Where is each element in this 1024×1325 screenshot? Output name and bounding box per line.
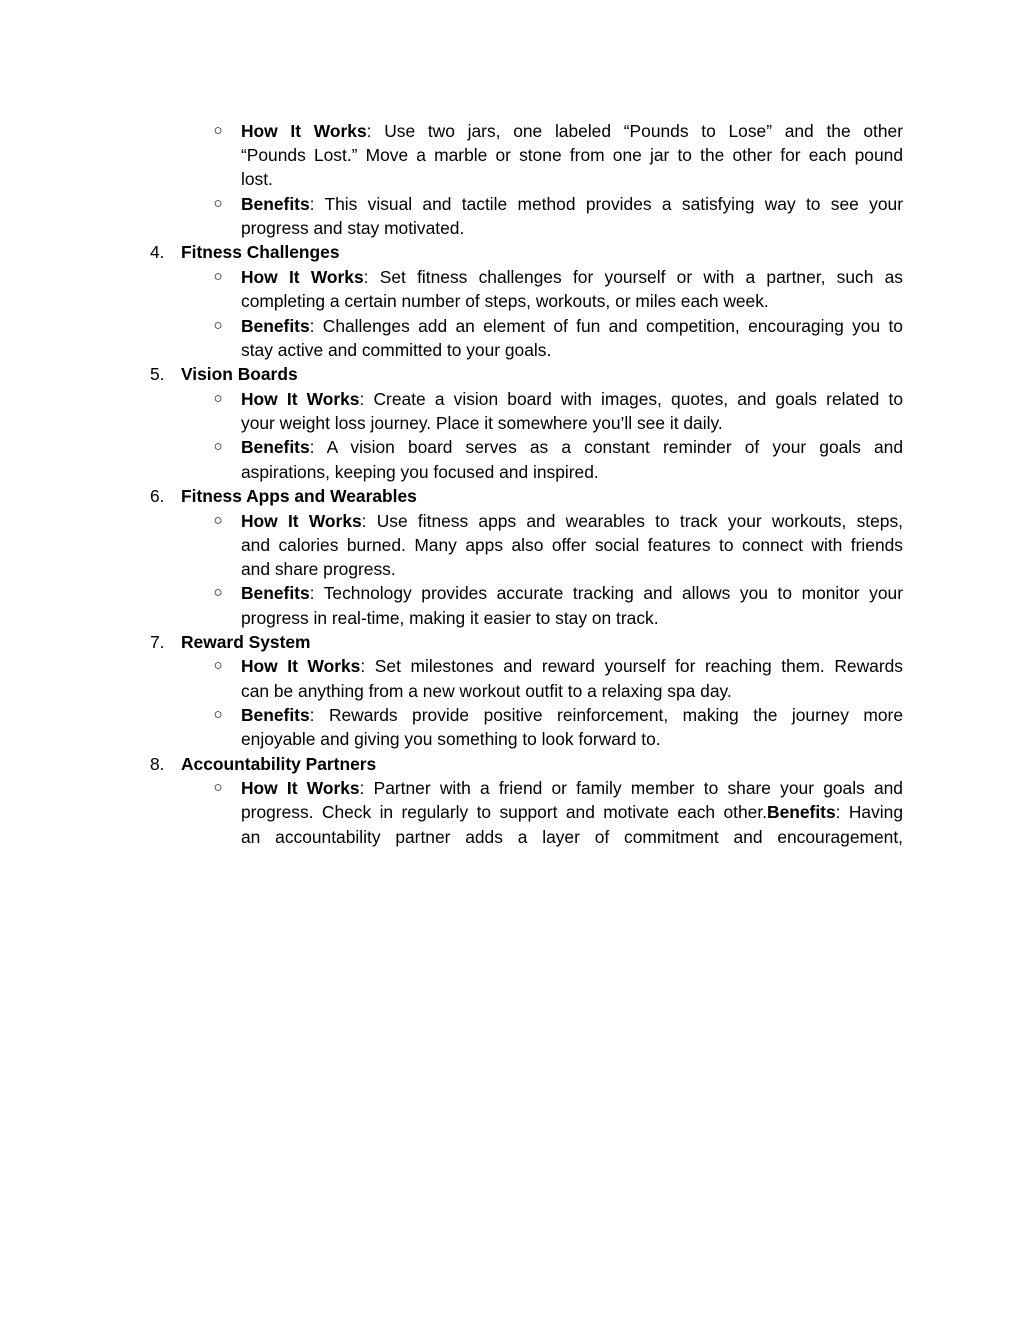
benefits-label: Benefits: [241, 583, 310, 603]
bullet-marker: ○: [213, 390, 223, 407]
list-item-line: progress in real-time, making it easier to stay on track.: [241, 608, 659, 628]
benefits-label: Benefits: [241, 194, 310, 214]
benefits-label: Benefits: [241, 437, 310, 457]
section-number: 7.: [150, 632, 165, 652]
bullet-marker: ○: [213, 122, 223, 139]
section-number: 8.: [150, 754, 165, 774]
section-heading: Vision Boards: [181, 364, 298, 384]
section-heading: Fitness Apps and Wearables: [181, 486, 417, 506]
list-item-line: Benefits: This visual and tactile method provides a satisfying way to see your: [241, 194, 903, 214]
list-item-line: How It Works: Set fitness challenges for yourself or with a partner, such as: [241, 267, 903, 287]
section-number: 5.: [150, 364, 165, 384]
how-it-works-label: How It Works: [241, 778, 360, 798]
list-item-line: your weight loss journey. Place it somewhere you’ll see it daily.: [241, 413, 723, 433]
benefits-label: Benefits: [241, 705, 310, 725]
bullet-marker: ○: [213, 268, 223, 285]
list-item-line: and calories burned. Many apps also offer social features to connect with friends: [241, 535, 903, 555]
list-item-line: an accountability partner adds a layer of commitment and encouragement,: [241, 827, 903, 847]
list-item-line: Benefits: Technology provides accurate tracking and allows you to monitor your: [241, 583, 903, 603]
list-item-line: lost.: [241, 169, 273, 189]
list-item-line: How It Works: Use fitness apps and wearables to track your workouts, steps,: [241, 511, 903, 531]
section-number: 4.: [150, 242, 165, 262]
list-item-line: How It Works: Set milestones and reward yourself for reaching them. Rewards: [241, 656, 903, 676]
benefits-label: Benefits: [241, 316, 310, 336]
bullet-marker: ○: [213, 706, 223, 723]
how-it-works-label: How It Works: [241, 656, 361, 676]
section-number: 6.: [150, 486, 165, 506]
bullet-marker: ○: [213, 317, 223, 334]
list-item-line: can be anything from a new workout outfit to a relaxing spa day.: [241, 681, 732, 701]
how-it-works-label: How It Works: [241, 389, 360, 409]
how-it-works-label: How It Works: [241, 511, 362, 531]
bullet-marker: ○: [213, 779, 223, 796]
bullet-marker: ○: [213, 584, 223, 601]
list-item-line: progress and stay motivated.: [241, 218, 465, 238]
list-item-line: Benefits: Challenges add an element of fun and competition, encouraging you to: [241, 316, 903, 336]
list-item-line: enjoyable and giving you something to look forward to.: [241, 729, 661, 749]
list-item-line: How It Works: Use two jars, one labeled “Pounds to Lose” and the other: [241, 121, 903, 141]
bullet-marker: ○: [213, 657, 223, 674]
list-item-line: How It Works: Partner with a friend or family member to share your goals and: [241, 778, 903, 798]
list-item-line: stay active and committed to your goals.: [241, 340, 552, 360]
how-it-works-label: How It Works: [241, 267, 364, 287]
bullet-marker: ○: [213, 438, 223, 455]
list-item-line: progress. Check in regularly to support and motivate each other.Benefits: Having: [241, 802, 904, 822]
list-item-line: Benefits: Rewards provide positive reinforcement, making the journey more: [241, 705, 903, 725]
list-item-line: Benefits: A vision board serves as a constant reminder of your goals and: [241, 437, 903, 457]
list-item-line: “Pounds Lost.” Move a marble or stone from one jar to the other for each pound: [241, 145, 903, 165]
section-heading: Reward System: [181, 632, 311, 652]
section-heading: Fitness Challenges: [181, 242, 340, 262]
bullet-marker: ○: [213, 195, 223, 212]
bullet-marker: ○: [213, 512, 223, 529]
list-item-line: and share progress.: [241, 559, 396, 579]
benefits-label: Benefits: [767, 802, 836, 822]
how-it-works-label: How It Works: [241, 121, 367, 141]
section-heading: Accountability Partners: [181, 754, 377, 774]
list-item-line: completing a certain number of steps, workouts, or miles each week.: [241, 291, 769, 311]
list-item-line: aspirations, keeping you focused and inspired.: [241, 462, 599, 482]
list-item-line: How It Works: Create a vision board with images, quotes, and goals related to: [241, 389, 903, 409]
